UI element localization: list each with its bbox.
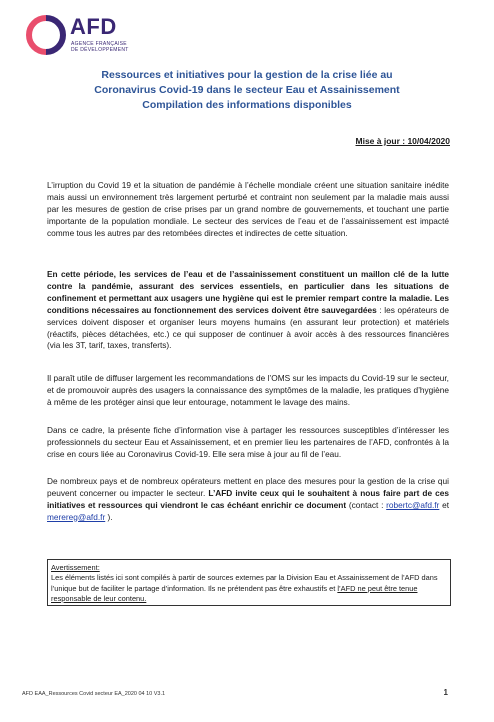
warning-box — [47, 559, 451, 606]
paragraph-services-rest: : les opérateurs de services doivent disposer et organiser leurs moyens humains (en assurant leur protection) et matériels (réactifs, pièces détachées, etc.) ce qui supposer de continuer à avoir accès à des ressources financières (via les 3T, tarif, taxes, transferts). — [47, 304, 449, 351]
paragraph-contact-label: (contact : — [346, 499, 387, 510]
paragraph-contact-start: De nombreux pays et de nombreux opérateurs mettent en place des mesures pour la gestion de la crise qui peuvent concerner ou impacter le secteur. — [47, 476, 449, 498]
title-line3: Compilation des informations disponibles — [142, 99, 352, 111]
title-line2: Coronavirus Covid-19 dans le secteur Eau et Assainissement — [94, 84, 400, 96]
paragraph-oms: Il paraît utile de diffuser largement les recommandations de l’OMS sur les impacts du Covid-19 sur le secteur, et de promouvoir auprès des usagers la connaissance des symptômes de la maladie, les pratiques d’hygiène à même de les protéger ainsi que leur entourage, notamment le lavage des mains. — [47, 373, 449, 407]
logo-sub-line2: DE DÉVELOPPEMENT — [71, 47, 129, 53]
document-title — [60, 68, 434, 113]
logo-wordmark: AFD — [70, 14, 117, 39]
afd-logo — [26, 15, 166, 55]
footer-filename: AFD EAA_Ressources Covid secteur EA_2020 04 10 V3.1 — [22, 691, 166, 697]
page-number: 1 — [443, 688, 448, 697]
logo-sub-line1: AGENCE FRANÇAISE — [71, 41, 127, 47]
paragraph-contact-bold: L’AFD invite ceux qui le souhaitent à nous faire part de ces initiatives et ressources qui viendront le cas échéant enrichir ce document — [47, 487, 449, 510]
email-link-merereg[interactable]: merereg@afd.fr — [47, 511, 106, 522]
paragraph-services — [47, 269, 449, 352]
paragraph-services-bold: En cette période, les services de l’eau et de l’assainissement constituent un maillon clé de la lutte contre la pandémie, assurant des services essentiels, en particulier dans les situations de confinement et permettant aux usagers une hygiène qui est le premier rempart contre la maladie. Les conditions nécessaires au fonctionnement des services doivent être sauvegardées — [47, 269, 449, 315]
logo-subtitle — [71, 41, 151, 53]
warning-disclaimer: l’AFD ne peut être tenue responsable de leur contenu. — [51, 583, 418, 603]
email-link-robertc[interactable]: robertc@afd.fr — [386, 499, 440, 510]
warning-text: Les éléments listés ici sont compilés à partir de sources externes par la Division Eau et Assainissement de l’AFD dans l’unique but de faciliter le partage d’information. Ils ne prétendent pas être exhaustifs et — [51, 573, 438, 593]
paragraph-context: Dans ce cadre, la présente fiche d’information vise à partager les ressources susceptibles d’intéresser les professionnels du secteur Eau et Assainissement, et en premier lieu les partenaires de l’AFD, confrontés à la crise en cours liée au Coronavirus Covid-19. Elle sera mise à jour au fil de l’eau. — [47, 425, 449, 459]
warning-title: Avertissement: — [51, 563, 100, 572]
title-line1: Ressources et initiatives pour la gestion de la crise liée au — [101, 69, 393, 81]
logo-ring-icon — [26, 15, 66, 55]
update-date: Mise à jour : 10/04/2020 — [355, 136, 450, 146]
paragraph-contact — [47, 476, 449, 524]
paragraph-contact-end: ). — [105, 511, 113, 522]
paragraph-intro: L’irruption du Covid 19 et la situation de pandémie à l’échelle mondiale créent une situation sanitaire inédite mais aussi un environnement très largement perturbé et contraint non seulement par la maladie mais aussi par les mesures de gestion de crise prises par un grand nombre de gouvernements, et touchant une partie importante de la population mondiale. Le secteur des services de l’eau et de l’assainissement est impacté comme tous les autres par des retombées directes et indirectes de cette situation. — [47, 180, 449, 238]
paragraph-contact-and: et — [439, 499, 449, 510]
